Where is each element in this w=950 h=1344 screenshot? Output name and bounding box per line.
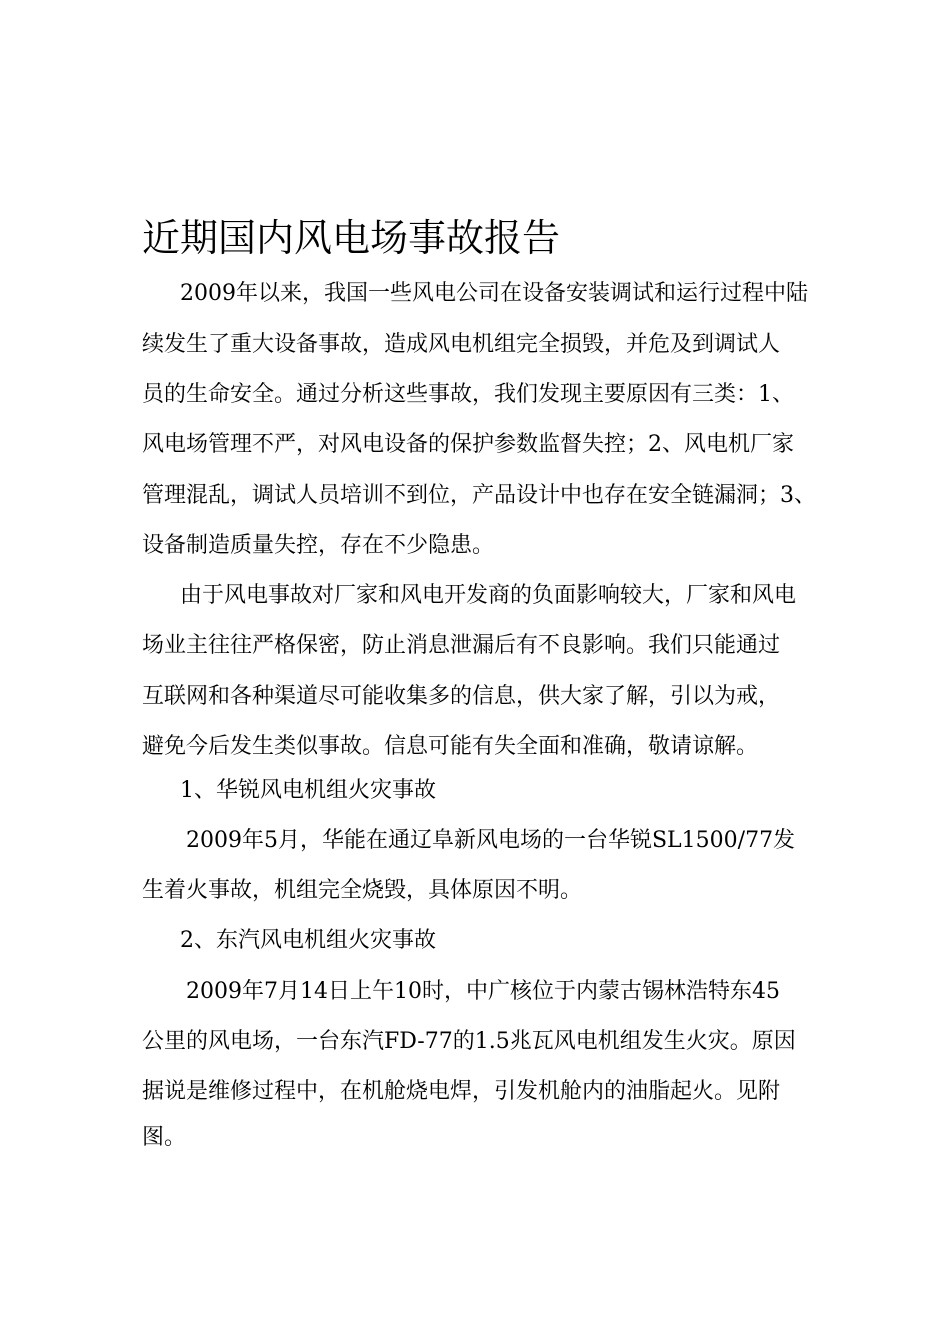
paragraph-line: 公里的风电场，一台东汽FD-77的1.5兆瓦风电机组发生火灾。原因 — [142, 1029, 796, 1054]
paragraph-line: 场业主往往严格保密，防止消息泄漏后有不良影响。我们只能通过 — [142, 633, 781, 658]
paragraph-line: 续发生了重大设备事故，造成风电机组完全损毁，并危及到调试人 — [142, 332, 781, 357]
section-heading: 2、东汽风电机组火灾事故 — [180, 928, 436, 953]
paragraph-line: 避免今后发生类似事故。信息可能有失全面和准确，敬请谅解。 — [142, 734, 759, 759]
paragraph-line: 2009年以来，我国一些风电公司在设备安装调试和运行过程中陆 — [180, 281, 808, 306]
paragraph-line: 设备制造质量失控，存在不少隐患。 — [142, 533, 495, 558]
paragraph-line: 管理混乱，调试人员培训不到位，产品设计中也存在安全链漏洞；3、 — [142, 483, 816, 508]
paragraph-line: 图。 — [142, 1125, 187, 1150]
document-title: 近期国内风电场事故报告 — [142, 216, 561, 260]
paragraph-line: 生着火事故，机组完全烧毁，具体原因不明。 — [142, 878, 583, 903]
section-heading: 1、华锐风电机组火灾事故 — [180, 778, 436, 803]
paragraph-line: 互联网和各种渠道尽可能收集多的信息，供大家了解，引以为戒， — [142, 684, 781, 709]
paragraph-line: 员的生命安全。通过分析这些事故，我们发现主要原因有三类：1、 — [142, 382, 794, 407]
paragraph-line: 2009年5月，华能在通辽阜新风电场的一台华锐SL1500/77发 — [186, 828, 796, 853]
paragraph-line: 据说是维修过程中，在机舱烧电焊，引发机舱内的油脂起火。见附 — [142, 1079, 781, 1104]
paragraph-line: 由于风电事故对厂家和风电开发商的负面影响较大，厂家和风电 — [180, 583, 797, 608]
paragraph-line: 2009年7月14日上午10时，中广核位于内蒙古锡林浩特东45 — [186, 979, 780, 1004]
paragraph-line: 风电场管理不严，对风电设备的保护参数监督失控；2、风电机厂家 — [142, 432, 794, 457]
